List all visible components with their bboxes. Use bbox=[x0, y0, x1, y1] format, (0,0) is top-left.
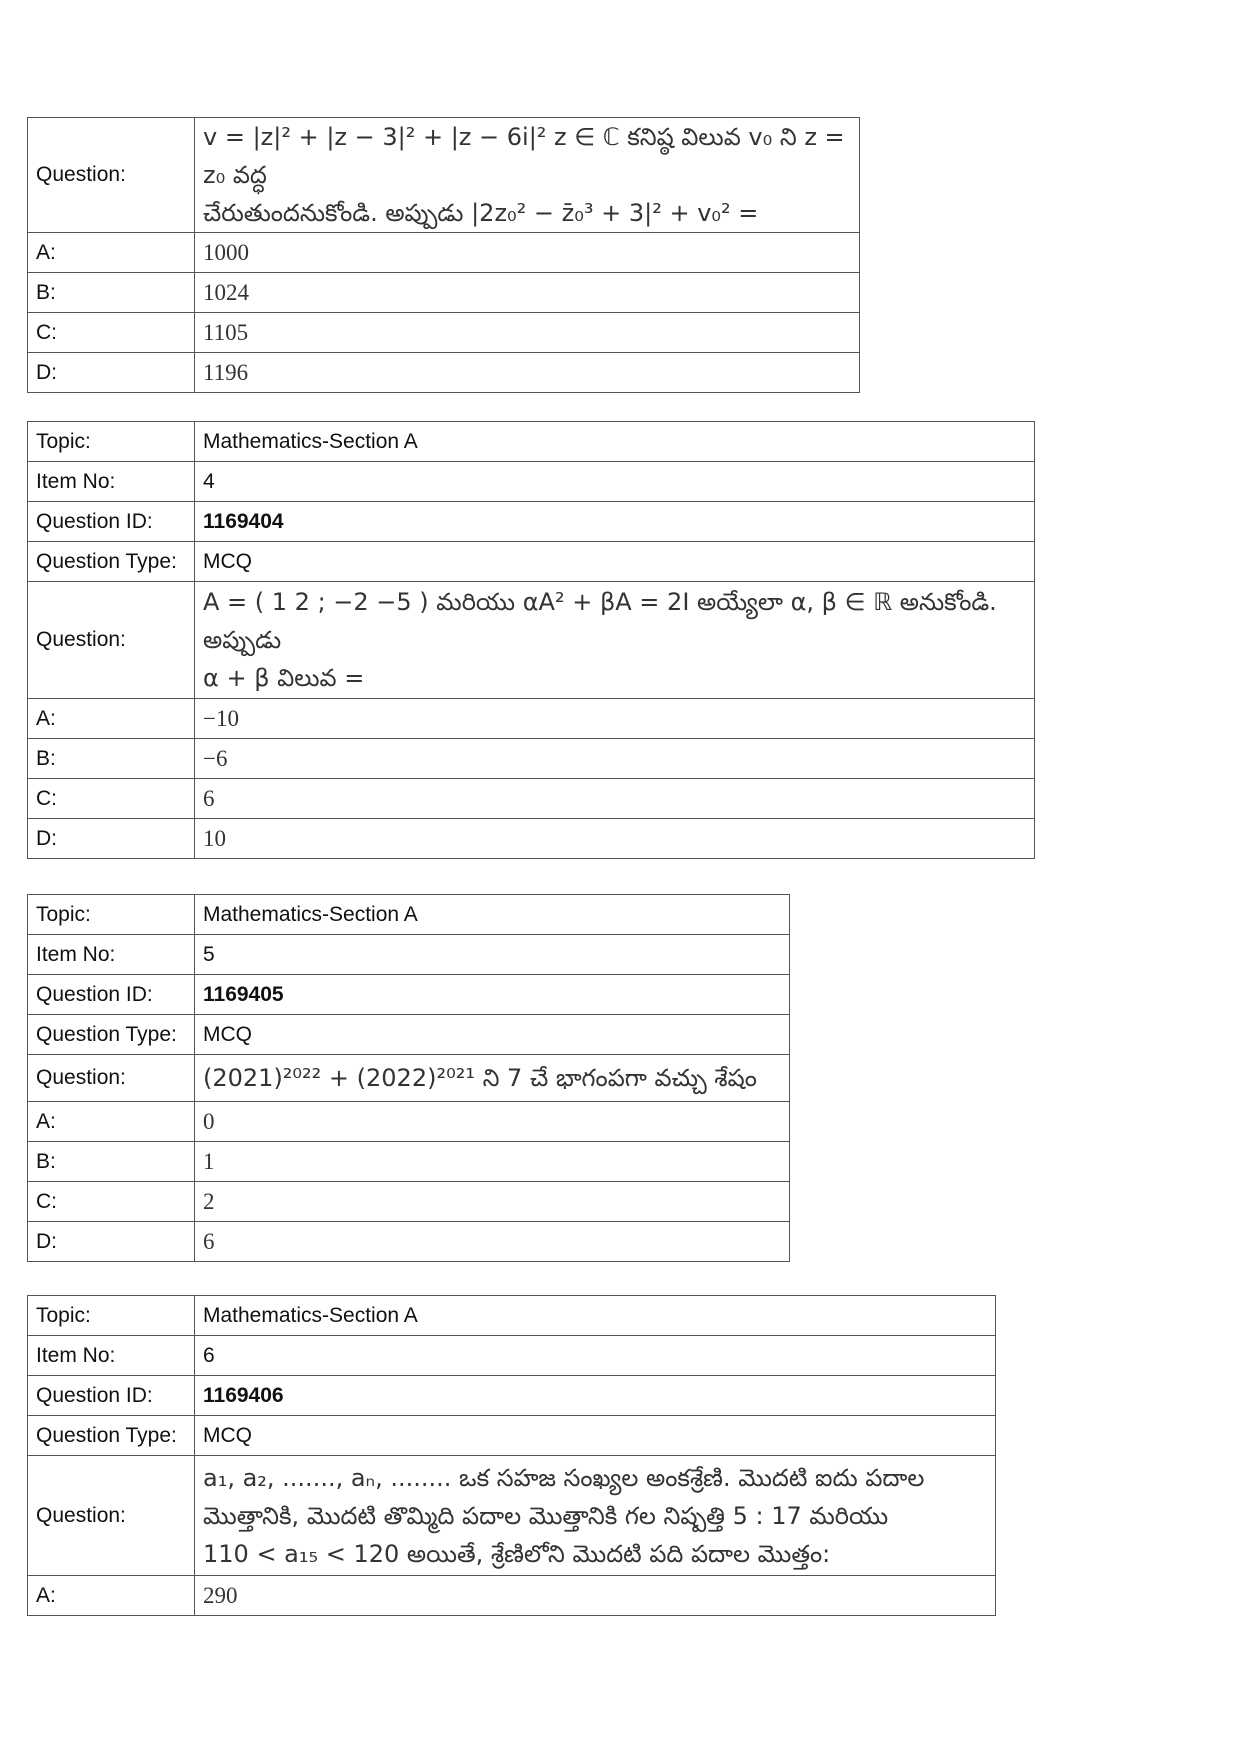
option-value: 1196 bbox=[195, 353, 860, 393]
item-row bbox=[28, 462, 1035, 502]
topic-value: Mathematics-Section A bbox=[195, 895, 790, 935]
item-row bbox=[28, 935, 790, 975]
question-line: v = |z|² + |z − 3|² + |z − 6i|² z ∈ ℂ కనిష్ఠ విలువ v₀ ని z = z₀ వద్ధ bbox=[203, 123, 845, 189]
question-row bbox=[28, 1456, 996, 1576]
option-label: D: bbox=[28, 1222, 195, 1262]
question-label: Question: bbox=[28, 582, 195, 699]
question-type-value: MCQ bbox=[195, 1015, 790, 1055]
item-label: Item No: bbox=[28, 462, 195, 502]
option-row bbox=[28, 1576, 996, 1616]
item-value: 6 bbox=[195, 1336, 996, 1376]
option-value: 0 bbox=[195, 1102, 790, 1142]
option-value: 10 bbox=[195, 819, 1035, 859]
option-row bbox=[28, 1222, 790, 1262]
question-id-value: 1169406 bbox=[195, 1376, 996, 1416]
type-row bbox=[28, 542, 1035, 582]
option-value: 1 bbox=[195, 1142, 790, 1182]
question-table-3 bbox=[27, 117, 860, 393]
question-id-label: Question ID: bbox=[28, 502, 195, 542]
item-value: 5 bbox=[195, 935, 790, 975]
option-value: 290 bbox=[195, 1576, 996, 1616]
question-line: చేరుతుందనుకోండి. అప్పుడు |2z₀² − z̄₀³ + 3|² + v₀² = bbox=[203, 199, 759, 227]
option-row bbox=[28, 739, 1035, 779]
option-row bbox=[28, 1142, 790, 1182]
question-line: A = ( 1 2 ; −2 −5 ) మరియు αA² + βA = 2I అయ్యేలా α, β ∈ ℝ అనుకోండి. అప్పుడు bbox=[203, 588, 997, 654]
option-value: 2 bbox=[195, 1182, 790, 1222]
item-label: Item No: bbox=[28, 1336, 195, 1376]
question-label: Question: bbox=[28, 118, 195, 233]
option-row bbox=[28, 1102, 790, 1142]
option-label: A: bbox=[28, 1102, 195, 1142]
option-row bbox=[28, 699, 1035, 739]
question-type-value: MCQ bbox=[195, 1416, 996, 1456]
option-row bbox=[28, 313, 860, 353]
topic-label: Topic: bbox=[28, 1296, 195, 1336]
question-id-label: Question ID: bbox=[28, 1376, 195, 1416]
question-id-value: 1169404 bbox=[195, 502, 1035, 542]
option-value: 1000 bbox=[195, 233, 860, 273]
item-value: 4 bbox=[195, 462, 1035, 502]
type-row bbox=[28, 1015, 790, 1055]
question-text bbox=[195, 1456, 996, 1576]
topic-value: Mathematics-Section A bbox=[195, 1296, 996, 1336]
option-label: B: bbox=[28, 739, 195, 779]
question-row bbox=[28, 1055, 790, 1102]
topic-label: Topic: bbox=[28, 895, 195, 935]
topic-label: Topic: bbox=[28, 422, 195, 462]
topic-row bbox=[28, 1296, 996, 1336]
question-text bbox=[195, 582, 1035, 699]
option-value: 1105 bbox=[195, 313, 860, 353]
option-value: 1024 bbox=[195, 273, 860, 313]
id-row bbox=[28, 502, 1035, 542]
item-label: Item No: bbox=[28, 935, 195, 975]
option-label: C: bbox=[28, 779, 195, 819]
question-text bbox=[195, 118, 860, 233]
question-id-value: 1169405 bbox=[195, 975, 790, 1015]
topic-row bbox=[28, 895, 790, 935]
option-label: C: bbox=[28, 1182, 195, 1222]
question-table-6 bbox=[27, 1295, 996, 1616]
question-line: α + β విలువ = bbox=[203, 664, 365, 692]
option-value: −6 bbox=[195, 739, 1035, 779]
question-type-value: MCQ bbox=[195, 542, 1035, 582]
question-label: Question: bbox=[28, 1055, 195, 1102]
item-row bbox=[28, 1336, 996, 1376]
option-row bbox=[28, 273, 860, 313]
option-label: D: bbox=[28, 819, 195, 859]
question-type-label: Question Type: bbox=[28, 1015, 195, 1055]
option-label: A: bbox=[28, 233, 195, 273]
id-row bbox=[28, 1376, 996, 1416]
option-value: 6 bbox=[195, 779, 1035, 819]
question-type-label: Question Type: bbox=[28, 1416, 195, 1456]
topic-row bbox=[28, 422, 1035, 462]
question-table-4 bbox=[27, 421, 1035, 859]
option-value: −10 bbox=[195, 699, 1035, 739]
question-line: మొత్తానికి, మొదటి తొమ్మిది పదాల మొత్తానికి గల నిష్పత్తి 5 : 17 మరియు bbox=[203, 1501, 889, 1530]
option-row bbox=[28, 779, 1035, 819]
option-label: C: bbox=[28, 313, 195, 353]
type-row bbox=[28, 1416, 996, 1456]
question-text bbox=[195, 1055, 790, 1102]
question-label: Question: bbox=[28, 1456, 195, 1576]
question-row bbox=[28, 118, 860, 233]
question-row bbox=[28, 582, 1035, 699]
question-id-label: Question ID: bbox=[28, 975, 195, 1015]
question-line: a₁, a₂, ......., aₙ, ........ ఒక సహజ సంఖ్యల అంకశ్రేణి. మొదటి ఐదు పదాల bbox=[203, 1463, 925, 1492]
option-label: B: bbox=[28, 1142, 195, 1182]
question-type-label: Question Type: bbox=[28, 542, 195, 582]
option-label: D: bbox=[28, 353, 195, 393]
id-row bbox=[28, 975, 790, 1015]
question-line: (2021)²⁰²² + (2022)²⁰²¹ ని 7 చే భాగంపగా వచ్చు శేషం bbox=[203, 1064, 757, 1092]
option-row bbox=[28, 353, 860, 393]
option-label: A: bbox=[28, 1576, 195, 1616]
topic-value: Mathematics-Section A bbox=[195, 422, 1035, 462]
option-row bbox=[28, 819, 1035, 859]
option-row bbox=[28, 233, 860, 273]
question-table-5 bbox=[27, 894, 790, 1262]
option-row bbox=[28, 1182, 790, 1222]
option-label: B: bbox=[28, 273, 195, 313]
option-label: A: bbox=[28, 699, 195, 739]
option-value: 6 bbox=[195, 1222, 790, 1262]
question-line: 110 < a₁₅ < 120 అయితే, శ్రేణిలోని మొదటి పది పదాల మొత్తం: bbox=[203, 1539, 831, 1568]
